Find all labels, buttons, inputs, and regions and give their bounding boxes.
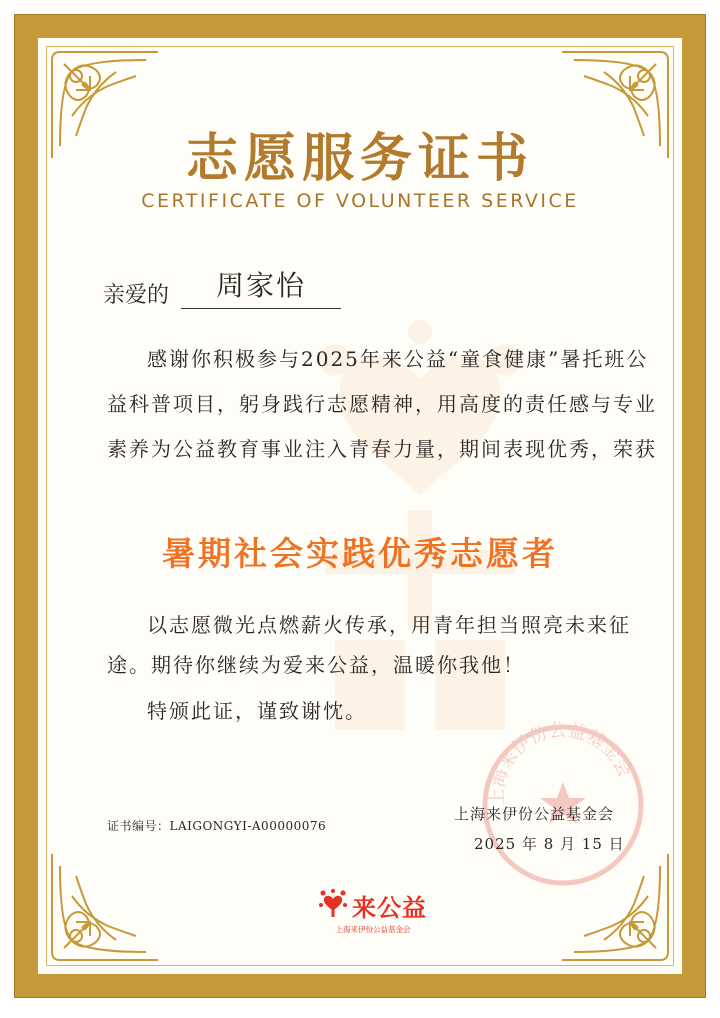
certificate-number: 证书编号：LAIGONGYI-A00000076 bbox=[107, 819, 327, 833]
seal-text: 上海来伊份公益基金会 bbox=[486, 720, 636, 807]
body-paragraph-1: 感谢你积极参与2025年来公益“童食健康”暑托班公益科普项目，躬身践行志愿精神，用高度的责任感与专业素养为公益教育事业注入青春力量，期间表现优秀，荣获 bbox=[107, 347, 657, 461]
closing-line: 特颁此证，谨致谢忱。 bbox=[147, 699, 367, 723]
brand-logo bbox=[300, 888, 440, 924]
logo-subtext: 上海来伊份公益基金会 bbox=[335, 925, 411, 934]
certificate-subtitle: CERTIFICATE OF VOLUNTEER SERVICE bbox=[141, 190, 579, 212]
recipient-name: 周家怡 bbox=[215, 269, 306, 302]
issue-date: 2025 年 8 月 15 日 bbox=[474, 835, 625, 853]
body-paragraph-2: 以志愿微光点燃薪火传承，用青年担当照亮未来征途。期待你继续为爱来公益，温暖你我他！ bbox=[107, 613, 631, 677]
greeting-label: 亲爱的 bbox=[103, 283, 170, 308]
logo-text: 来公益 bbox=[352, 894, 427, 922]
issuer-name: 上海来伊份公益基金会 bbox=[454, 805, 615, 823]
certificate-title: 志愿服务证书 bbox=[185, 129, 534, 189]
heart-people-logo-icon bbox=[318, 888, 348, 918]
corner-ornament-icon bbox=[46, 848, 164, 966]
recipient-name-line bbox=[181, 266, 341, 309]
award-title: 暑期社会实践优秀志愿者 bbox=[162, 534, 558, 573]
